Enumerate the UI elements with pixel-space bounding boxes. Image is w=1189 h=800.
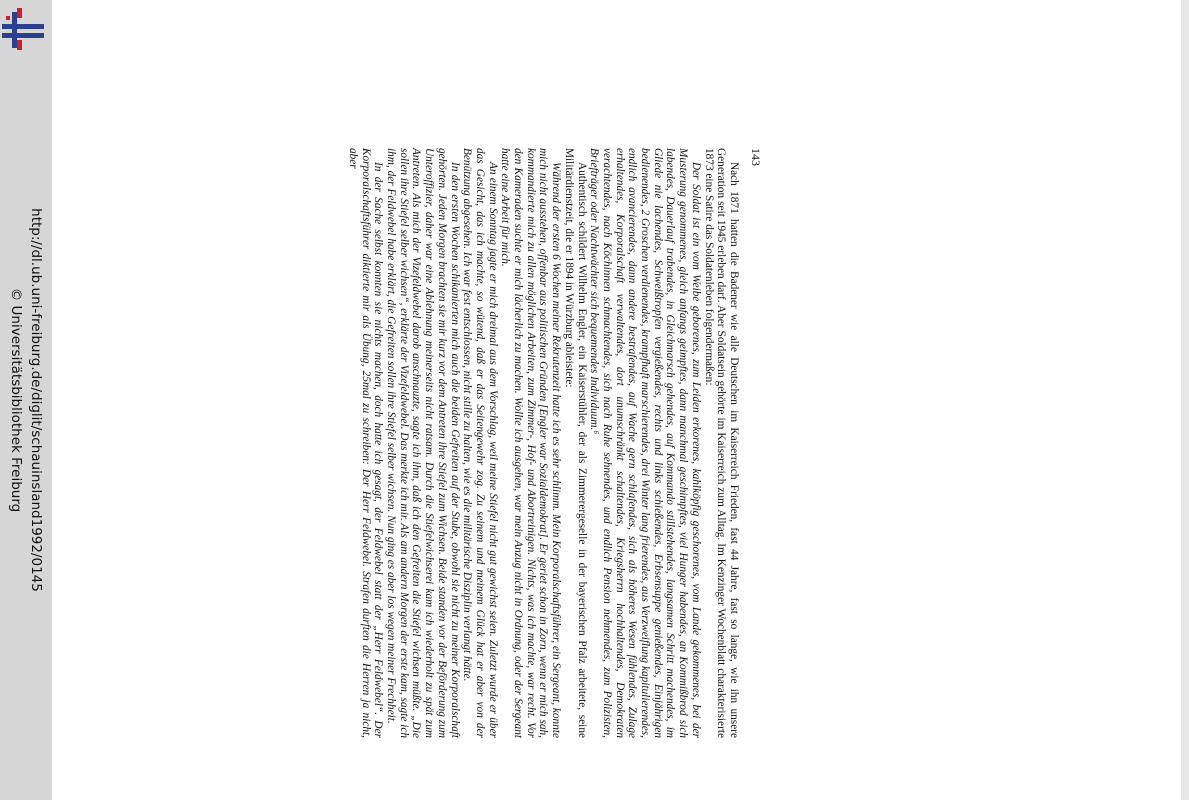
text-paragraph: Der Soldat ist ein vom Weibe geborenes, zum Leiden erkorenes, kahlköpfig geschorenes, vom Lande gekommenes, bei der Musterung genommenes, gleich anfangs geimpftes, dann manchmal geschimpftes, viel Hunger habendes, an Kommißbrod sich labendes, Dauerlauf trabendes, in Gleichmarsch gehendes, auf Kommando stillstehendes, langsamen Schritt machendes, im Gliede nie lachendes, Schweißtropfen vergießendes, rechts und links schießendes, Erbsensuppe genießendes, Einjährigen bedienendes, 2 Groschen verdienendes, krampfhaft marschierendes, drei Winter lang frierendes, aus Verzweiflung kapitulierendes, endlich avancierendes, dann andere bestrafendes, auf Wache gern schlafendes, sich als höheres Wesen fühlendes, Zulage erhaltendes, Korporalschaft verwaltendes, dort unumschränkt schaltendes, Kriegsherrn hochhaltendes, Demokraten verachtendes, nach Köchinnen schmachtendes, sich nach Ruhe sehnendes, und endlich Pension nehmendes, zum Polizisten, Briefträger oder Nachtwächter sich bequemendes Individuum.⁶ — [588, 148, 702, 738]
text-paragraph: In den ersten Wochen schikanierten mich auch die beiden Gefreiten auf der Stube, obwohl sie nicht zu meiner Korporalschaft gehörten. Jeden Morgen brachten sie mir kurz vor dem Antreten ihre Stiefel zum Wichsen. Beide standen vor der Beförderung zum Unteroffizier, daher war eine Ablehnung meinerseits nicht ratsam. Durch die Stiefelwichserei kam ich wiederholt zu spät zum Antreten. Als mich der Vizefeldwebel darob anschnauzte, sagte ich ihm, daß ich den Gefreiten die Stiefel wichsen müßte. „Die sollen ihre Stiefel selber wichsen“, erklärte der Vizefeldwebel. Das merkte ich mir. Als am andern Morgen der erste kam, sagte ich ihm, der Feldwebel habe erklärt, die Gefreiten sollen ihre Stiefel selber wichsen. Nun ging es aber los wegen meiner Frechheit. — [385, 148, 461, 738]
viewer-sidebar — [0, 0, 52, 800]
page-number: 143 — [749, 148, 763, 166]
text-paragraph: An einem Sonntag jagte er mich dreimal aus dem Vorschlag, weil meine Stiefel nicht gut gewichst seien. Zuletzt wurde er über das Gesicht, das ich machte, so wütend, daß er das Seitengewehr zog. Zu seinem und meinem Glück hat er aber von der Benützung abgesehen. Ich war fest entschlossen, nicht stille zu halten, wie es die militärische Disziplin verlangt hätte. — [461, 148, 499, 738]
library-logo-icon — [2, 8, 44, 50]
scroll-edge — [1181, 0, 1189, 800]
text-paragraph: Während der ersten 6 Wochen meiner Rekrutenzeit hatte ich es sehr schlimm. Mein Korporalschaftsführer, ein Sergeant, konnte mich nicht ausstehen, offenbar aus politischen Gründen [Engler war Sozialdemokrat]. Er geriet schon in Zorn, wenn er mich sah, kommandierte mich zu allen möglichen Arbeiten, zum Zimmer-, Hof- und Abortreinigen. Nichts, was ich machte, war recht. Vor den Kameraden suchte er mich lächerlich zu machen. Wollte ich ausgehen, war mein Anzug nicht in Ordnung, oder der Sergeant hatte eine Arbeit für mich. — [499, 148, 563, 738]
copyright-notice: © Universitätsbibliothek Freiburg — [8, 287, 24, 513]
rotated-page-content — [346, 148, 763, 738]
text-paragraph: In der Sache selbst konnten sie nichts machen, doch hatte ich gesagt, der Feldwebel statt der „Herr Feldwebel“. Der Korporalschaftsführer diktierte mir als Übung, 25mal zu schreiben: Der Herr Feldwebel. Strafen durften die Herren ja nicht, aber — [346, 148, 385, 738]
source-url[interactable]: http://dl.ub.uni-freiburg.de/diglit/schauinsland1992/0145 — [28, 208, 44, 592]
text-paragraph: Nach 1871 hatten die Badener wie alle Deutschen im Kaiserreich Frieden, fast 44 Jahre, fast so lange, wie ihn unsere Generation seit 1945 erleben darf. Aber Soldatsein gehörte im Kaiserreich zum Alltag. Im Kenzinger Wochenblatt charakterisierte 1873 eine Satire das Soldatenleben folgendermaßen: — [702, 148, 740, 738]
text-paragraph: Authentisch schildert Wilhelm Engler, ein Kaiserstühler, der als Zimmerergeselle in der bayerischen Pfalz arbeitete, seine Militärdienstzeit, die er 1894 in Würzburg ableistete: — [562, 148, 588, 738]
sidebar-source-text — [6, 208, 46, 592]
